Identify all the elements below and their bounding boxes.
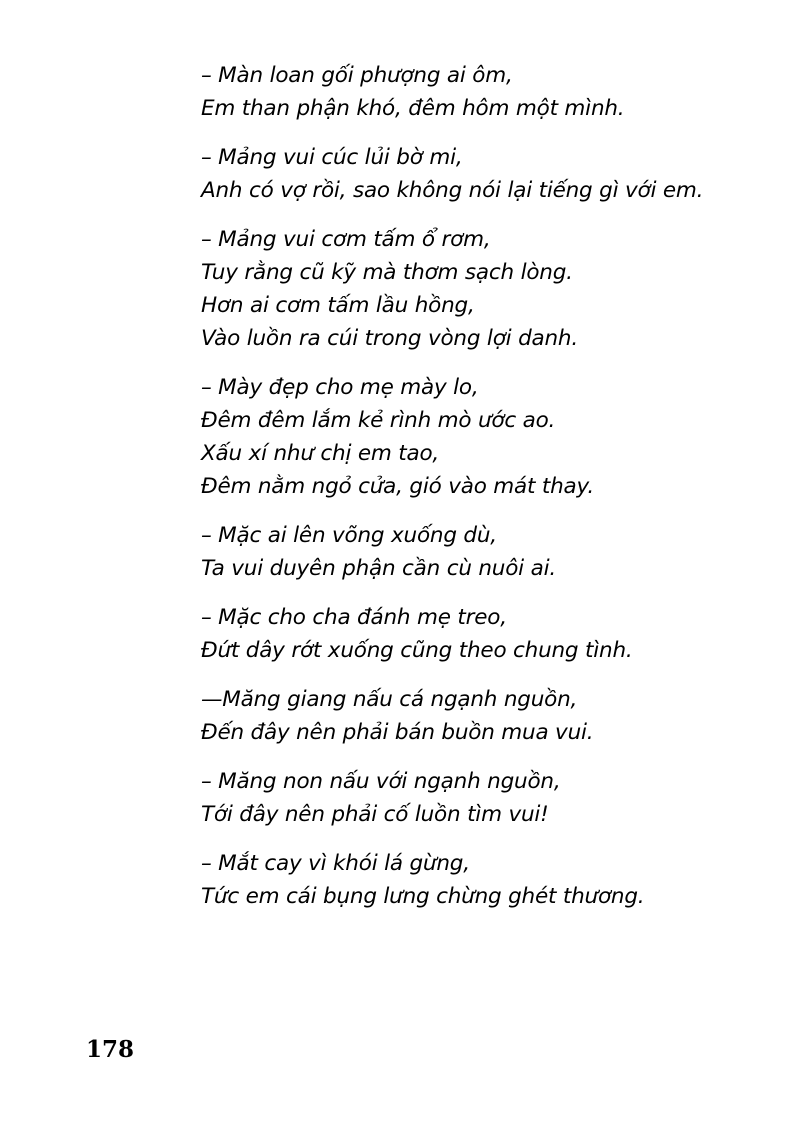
verse-line: Đứt dây rớt xuống cũng theo chung tình. — [201, 638, 633, 663]
verse-line: Đêm đêm lắm kẻ rình mò ước ao. — [201, 408, 556, 433]
verse-line: – Măng non nấu với ngạnh nguồn, — [201, 769, 561, 794]
stanza — [201, 371, 771, 503]
verse-line: Đêm nằm ngỏ cửa, gió vào mát thay. — [201, 474, 594, 499]
verse-line: Xấu xí như chị em tao, — [201, 441, 440, 466]
verse-line: – Mặc cho cha đánh mẹ treo, — [201, 605, 507, 630]
poem-body — [201, 59, 771, 929]
verse-line: Vào luồn ra cúi trong vòng lợi danh. — [201, 326, 578, 351]
verse-line: – Mày đẹp cho mẹ mày lo, — [201, 375, 479, 400]
verse-line: – Mắt cay vì khói lá gừng, — [201, 851, 470, 876]
stanza — [201, 601, 771, 667]
verse-line: Tuy rằng cũ kỹ mà thơm sạch lòng. — [201, 260, 573, 285]
verse-line: Đến đây nên phải bán buồn mua vui. — [201, 720, 594, 745]
verse-line: Ta vui duyên phận cần cù nuôi ai. — [201, 556, 556, 581]
verse-line: – Màn loan gối phượng ai ôm, — [201, 63, 513, 88]
stanza — [201, 683, 771, 749]
verse-line: Tới đây nên phải cố luồn tìm vui! — [201, 802, 549, 827]
page-number: 178 — [86, 1036, 135, 1063]
stanza — [201, 519, 771, 585]
verse-line: Hơn ai cơm tấm lầu hồng, — [201, 293, 475, 318]
verse-line: – Mặc ai lên võng xuống dù, — [201, 523, 497, 548]
verse-line: – Mảng vui cúc lủi bờ mi, — [201, 145, 463, 170]
stanza — [201, 223, 771, 355]
stanza — [201, 59, 771, 125]
verse-line: Anh có vợ rồi, sao không nói lại tiếng gì với em. — [201, 178, 704, 203]
stanza — [201, 847, 771, 913]
verse-line: Em than phận khó, đêm hôm một mình. — [201, 96, 625, 121]
verse-line: – Mảng vui cơm tấm ổ rơm, — [201, 227, 491, 252]
verse-line: Tức em cái bụng lưng chừng ghét thương. — [201, 884, 645, 909]
stanza — [201, 765, 771, 831]
verse-line: —Măng giang nấu cá ngạnh nguồn, — [201, 687, 578, 712]
stanza — [201, 141, 771, 207]
